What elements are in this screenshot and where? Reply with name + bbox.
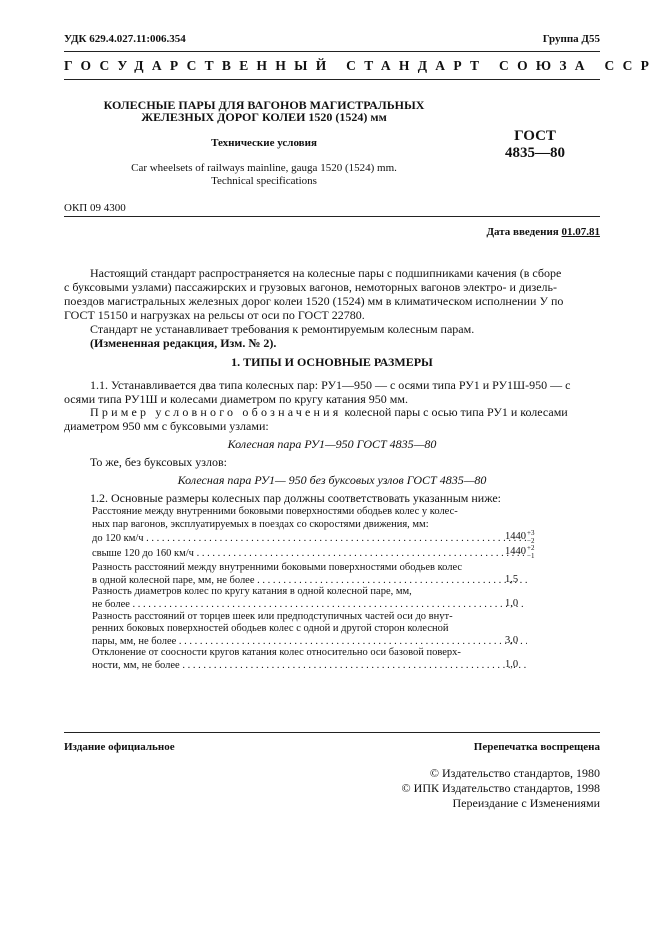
dim1a-value: 1440 (505, 531, 526, 542)
dim1b-row (92, 547, 527, 561)
edition-note: (Измененная редакция, Изм. № 2). (90, 336, 277, 350)
example-line1 (90, 405, 568, 420)
official-edition-label: Издание официальное (64, 741, 175, 753)
title-en-line1: Car wheelsets of railways mainline, gauga 1520 (1524) mm. (131, 162, 397, 174)
dim1-line2: ных пар вагонов, эксплуатируемых в поездах со скоростями движения, мм: (92, 519, 429, 530)
dim1-line1: Расстояние между внутренними боковыми поверхностями ободьев колес у колес- (92, 506, 458, 517)
dim1b-value-group (505, 546, 534, 558)
title-en-line2: Technical specifications (211, 175, 317, 187)
state-standard-banner: ГОСУДАРСТВЕННЫЙ СТАНДАРТ СОЮЗА ССР (64, 58, 658, 73)
p12: 1.2. Основные размеры колесных пар должны соответствовать указанным ниже: (90, 491, 502, 505)
dim2-line1: Разность расстояний между внутренними боковыми поверхностями ободьев колес (92, 562, 463, 573)
dim1b-label: свыше 120 до 160 км/ч (92, 548, 194, 559)
example-line2: диаметром 950 мм с буксовыми узлами: (64, 419, 269, 433)
copyright-1980: © Издательство стандартов, 1980 (429, 766, 600, 780)
dim1a-tol-upper: +3 (527, 529, 535, 537)
dim1b-tol-upper: +2 (527, 544, 535, 552)
dim5-value: 1,0 (505, 659, 519, 670)
dim2-line2: в одной колесной паре, мм, не более (92, 575, 255, 586)
reissue-note: Переиздание с Изменениями (452, 796, 600, 810)
title-ru-line1: КОЛЕСНЫЕ ПАРЫ ДЛЯ ВАГОНОВ МАГИСТРАЛЬНЫХ (103, 98, 425, 112)
same-without-label: То же, без буксовых узлов: (90, 455, 228, 469)
dim4-line1: Разность расстояний от торцев шеек или предподступичных частей оси до внут- (92, 611, 453, 622)
intro-line4: ГОСТ 15150 и нагрузках на рельсы от оси по ГОСТ 22780. (64, 308, 365, 322)
dim3-row (92, 598, 527, 612)
dim1a-label: до 120 км/ч (92, 533, 144, 544)
group-code: Группа Д55 (542, 33, 600, 45)
intro-date-label: Дата введения (486, 226, 559, 238)
intro-line1: Настоящий стандарт распространяется на колесные пары с подшипниками качения (в сборе (90, 266, 562, 280)
gost-label: ГОСТ (514, 128, 556, 144)
p11-line1: 1.1. Устанавливается два типа колесных пар: РУ1—950 — с осями типа РУ1 и РУ1Ш-950 — с (90, 378, 571, 392)
udk-code: УДК 629.4.027.11:006.354 (64, 33, 186, 45)
copyright-1998: © ИПК Издательство стандартов, 1998 (401, 781, 600, 795)
header-rule-bottom (64, 79, 600, 80)
dim5-line2: ности, мм, не более (92, 660, 180, 671)
example-rest: колесной пары с осью типа РУ1 и колесами (341, 405, 568, 419)
section1-heading: 1. ТИПЫ И ОСНОВНЫЕ РАЗМЕРЫ (231, 355, 433, 369)
dim2-value: 1,5 (505, 574, 519, 585)
dim5-row (92, 659, 527, 673)
dim4-line3: пары, мм, не более (92, 636, 177, 647)
reprint-prohibited-label: Перепечатка воспрещена (473, 741, 600, 753)
dim1b-tol-lower: −1 (527, 552, 535, 560)
dim4-value: 3,0 (505, 635, 519, 646)
header-rule-top (64, 51, 600, 52)
title-rule (64, 216, 600, 217)
intro-line3: поездов магистральных железных дорог колеи 1520 (1524) мм в климатическом исполнении У по (64, 294, 564, 308)
example-spaced: Пример условного обозначения (90, 405, 342, 419)
intro-date (486, 226, 600, 238)
okp-code: ОКП 09 4300 (64, 202, 126, 214)
intro-date-value: 01.07.81 (561, 226, 600, 238)
footer-rule (64, 732, 600, 733)
dim1b-value: 1440 (505, 546, 526, 557)
designation1: Колесная пара РУ1—950 ГОСТ 4835—80 (227, 437, 437, 451)
dim1a-row (92, 532, 527, 546)
p11-line2: осями типа РУ1Ш и колесами диаметром по кругу катания 950 мм. (64, 392, 408, 406)
dim5-line1: Отклонение от соосности кругов катания колес относительно оси базовой поверх- (92, 647, 461, 658)
dim4-line2: ренних боковых поверхностей ободьев колес с одной и другой сторон колесной (92, 623, 449, 634)
dim1a-tol-lower: −2 (527, 537, 535, 545)
dim3-line1: Разность диаметров колес по кругу катания в одной колесной паре, мм, (92, 586, 412, 597)
intro-line5: Стандарт не устанавливает требования к ремонтируемым колесным парам. (90, 322, 475, 336)
dim3-value: 1,0 (505, 598, 519, 609)
designation2: Колесная пара РУ1— 950 без буксовых узлов ГОСТ 4835—80 (177, 473, 487, 487)
dim3-line2: не более (92, 599, 130, 610)
title-subtitle: Технические условия (211, 137, 317, 149)
intro-line2: с буксовыми узлами) пассажирских и грузовых вагонов, немоторных вагонов электро- и дизель- (64, 280, 558, 294)
title-ru-line2: ЖЕЛЕЗНЫХ ДОРОГ КОЛЕИ 1520 (1524) мм (141, 110, 387, 124)
gost-number: 4835—80 (505, 145, 565, 161)
dim1a-value-group (505, 531, 534, 543)
